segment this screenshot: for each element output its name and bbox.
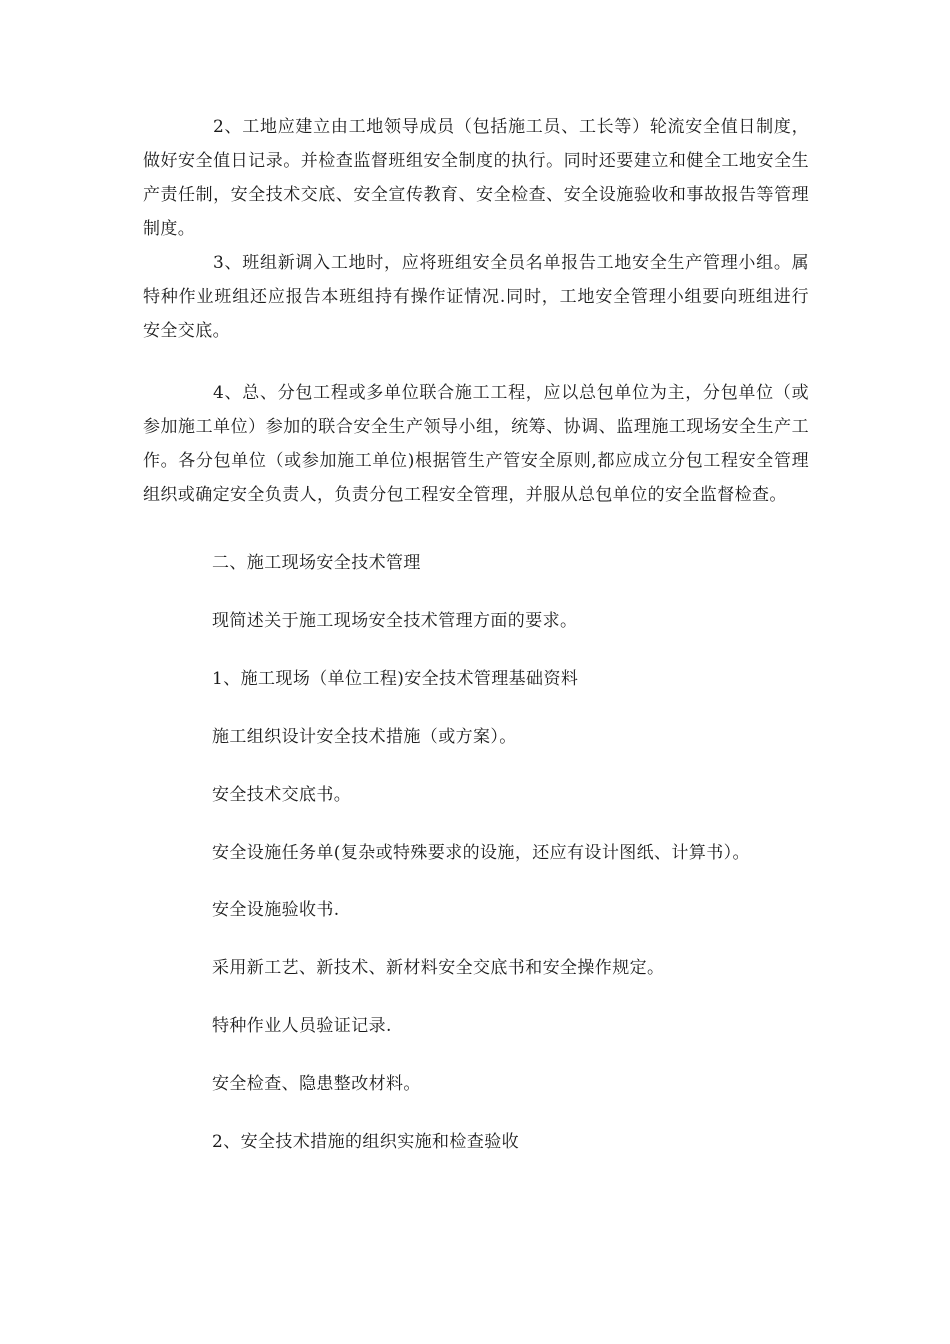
paragraph-duty-system: 2、工地应建立由工地领导成员（包括施工员、工长等）轮流安全值日制度，做好安全值日记录。并检查监督班组安全制度的执行。同时还要建立和健全工地安全生产责任制，安全技术交底、安全宣传教育、安全检查、安全设施验收和事故报告等管理制度。 (143, 117, 809, 239)
subsection-heading-2: 2、安全技术措施的组织实施和检查验收 (212, 1132, 520, 1152)
list-item: 安全检查、隐患整改材料。 (212, 1074, 421, 1094)
list-item: 采用新工艺、新技术、新材料安全交底书和安全操作规定。 (212, 958, 665, 978)
paragraph-joint-construction: 4、总、分包工程或多单位联合施工工程，应以总包单位为主，分包单位（或参加施工单位）参加的联合安全生产领导小组，统筹、协调、监理施工现场安全生产工作。各分包单位（或参加施工单位)根据管生产管安全原则,都应成立分包工程安全管理组织或确定安全负责人，负责分包工程安全管理，并服从总包单位的安全监督检查。 (143, 383, 809, 505)
intro-line: 现简述关于施工现场安全技术管理方面的要求。 (212, 611, 578, 631)
paragraph-team-report: 3、班组新调入工地时，应将班组安全员名单报告工地安全生产管理小组。属特种作业班组还应报告本班组持有操作证情况.同时，工地安全管理小组要向班组进行安全交底。 (143, 253, 809, 341)
list-item: 安全设施任务单(复杂或特殊要求的设施，还应有设计图纸、计算书）。 (212, 843, 750, 863)
list-item: 施工组织设计安全技术措施（或方案）。 (212, 727, 517, 747)
list-item: 特种作业人员验证记录. (212, 1016, 392, 1036)
subsection-heading-1: 1、施工现场（单位工程)安全技术管理基础资料 (212, 669, 579, 689)
list-item: 安全技术交底书。 (212, 785, 352, 805)
section-heading: 二、施工现场安全技术管理 (212, 553, 421, 573)
list-item: 安全设施验收书. (212, 900, 340, 920)
